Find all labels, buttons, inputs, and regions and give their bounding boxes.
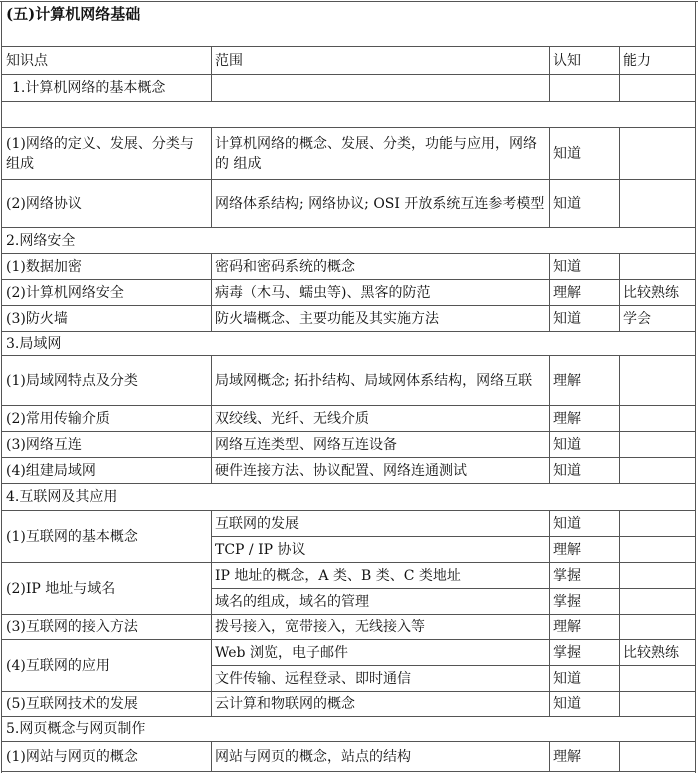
ability-level: 学会 bbox=[623, 310, 651, 327]
ability-level bbox=[620, 458, 695, 483]
section-heading: 2.网络安全 bbox=[6, 232, 76, 249]
knowledge-point: (1)局域网特点及分类 bbox=[6, 372, 138, 389]
knowledge-point: (1)互联网的基本概念 bbox=[6, 528, 138, 545]
ability-level bbox=[620, 563, 695, 588]
cognition-level: 掌握 bbox=[553, 567, 581, 584]
scope-text: 云计算和物联网的概念 bbox=[215, 696, 355, 712]
scope-text: 网络互连类型、网络互连设备 bbox=[215, 436, 397, 453]
scope-text: 硬件连接方法、协议配置、网络连通测试 bbox=[215, 462, 467, 479]
cognition-level: 理解 bbox=[553, 410, 581, 427]
ability-level bbox=[620, 356, 695, 405]
column-header-scope: 范围 bbox=[215, 52, 243, 69]
cognition-level: 知道 bbox=[553, 258, 581, 275]
cognition-level: 知道 bbox=[553, 145, 581, 162]
knowledge-point: (1)网络的定义、发展、分类与 组成 bbox=[6, 135, 194, 172]
ability-level: 比较熟练 bbox=[623, 284, 679, 301]
ability-level bbox=[620, 128, 695, 179]
cognition-level: 掌握 bbox=[553, 644, 581, 661]
ability-level bbox=[620, 180, 695, 227]
section-heading: 5.网页概念与网页制作 bbox=[6, 721, 146, 737]
scope-text: 双绞线、光纤、无线介质 bbox=[215, 410, 369, 427]
scope-text: 病毒（木马、蠕虫等)、黑客的防范 bbox=[215, 284, 431, 301]
cognition-level: 知道 bbox=[553, 195, 581, 212]
cognition-level: 知道 bbox=[553, 462, 581, 479]
knowledge-point: (2)计算机网络安全 bbox=[6, 284, 124, 301]
scope-text: 密码和密码系统的概念 bbox=[215, 258, 355, 275]
knowledge-point: (2)IP 地址与域名 bbox=[6, 580, 116, 597]
knowledge-point: (3)网络互连 bbox=[6, 436, 82, 453]
cognition-level: 理解 bbox=[553, 284, 581, 301]
knowledge-point: (3)防火墙 bbox=[6, 310, 68, 327]
cognition-level: 理解 bbox=[553, 541, 581, 558]
knowledge-point: (1)网站与网页的概念 bbox=[6, 748, 138, 765]
col-divider bbox=[695, 1, 696, 773]
cognition-level: 理解 bbox=[553, 372, 581, 389]
row-divider bbox=[0, 1, 698, 2]
scope-text: 防火墙概念、主要功能及其实施方法 bbox=[215, 310, 439, 327]
scope-text: 计算机网络的概念、发展、分类，功能与应用，网络的 组成 bbox=[215, 135, 537, 172]
ability-level bbox=[620, 692, 695, 716]
scope-text: 拨号接入，宽带接入，无线接入等 bbox=[215, 619, 425, 635]
ability-level bbox=[620, 406, 695, 431]
section-heading-1: 1.计算机网络的基本概念 bbox=[12, 80, 166, 96]
cognition-level: 理解 bbox=[553, 619, 581, 635]
row-divider bbox=[2, 101, 695, 102]
scope-text: TCP / IP 协议 bbox=[215, 541, 306, 558]
section-heading: 3.局域网 bbox=[6, 335, 62, 352]
cognition-level: 知道 bbox=[553, 436, 581, 453]
cognition-level: 知道 bbox=[553, 670, 581, 687]
ability-level bbox=[620, 432, 695, 457]
scope-text: 互联网的发展 bbox=[215, 515, 299, 532]
ability-level bbox=[620, 511, 695, 536]
scope-text: 网站与网页的概念，站点的结构 bbox=[215, 748, 411, 765]
section-heading: 4.互联网及其应用 bbox=[6, 489, 118, 505]
ability-level bbox=[620, 615, 695, 639]
knowledge-point: (3)互联网的接入方法 bbox=[6, 619, 138, 635]
scope-text: IP 地址的概念，A 类、B 类、C 类地址 bbox=[215, 567, 461, 584]
knowledge-point: (5)互联网技术的发展 bbox=[6, 696, 138, 712]
ability-level bbox=[620, 742, 695, 771]
cognition-level: 知道 bbox=[553, 310, 581, 327]
ability-level: 比较熟练 bbox=[623, 644, 679, 661]
scope-text: 域名的组成，域名的管理 bbox=[215, 593, 369, 610]
scope-text: 局域网概念; 拓扑结构、局域网体系结构，网络互联 bbox=[215, 372, 533, 389]
knowledge-point: (2)常用传输介质 bbox=[6, 410, 110, 427]
page-title: (五)计算机网络基础 bbox=[6, 5, 141, 23]
cognition-level: 掌握 bbox=[553, 593, 581, 610]
scope-text: 文件传输、远程登录、即时通信 bbox=[215, 670, 411, 687]
column-header-ability: 能力 bbox=[623, 52, 651, 69]
knowledge-point: (4)组建局域网 bbox=[6, 462, 96, 479]
scope-text: 网络体系结构; 网络协议; OSI 开放系统互连参考模型 bbox=[215, 195, 545, 212]
row-divider bbox=[2, 771, 695, 772]
cognition-level: 知道 bbox=[553, 696, 581, 712]
cognition-level: 知道 bbox=[553, 515, 581, 532]
col-divider bbox=[1, 1, 2, 773]
knowledge-point: (4)互联网的应用 bbox=[6, 657, 110, 674]
knowledge-point: (2)网络协议 bbox=[6, 195, 82, 212]
column-header-cognition: 认知 bbox=[553, 52, 581, 69]
knowledge-point: (1)数据加密 bbox=[6, 258, 82, 275]
column-header-knowledge: 知识点 bbox=[6, 52, 48, 69]
ability-level bbox=[620, 254, 695, 279]
scope-text: Web 浏览，电子邮件 bbox=[215, 644, 348, 661]
cognition-level: 理解 bbox=[553, 748, 581, 765]
